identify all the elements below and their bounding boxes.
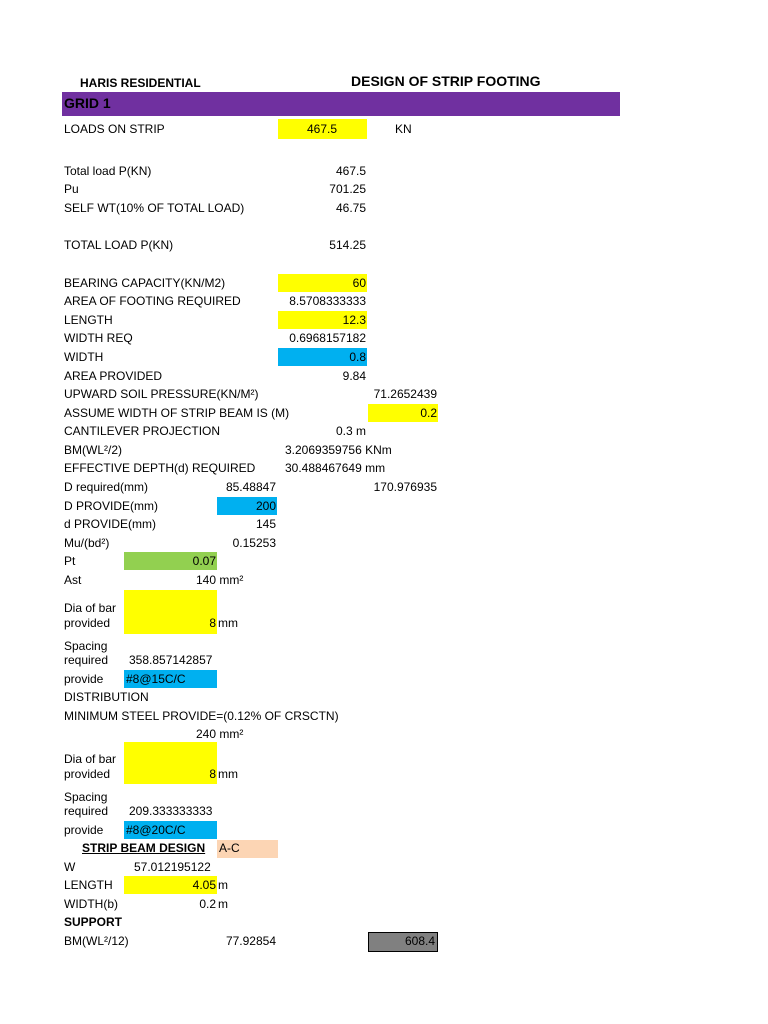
dist-provide-value: #8@20C/C [126,823,186,837]
dist-dia-label-1: Dia of bar [64,752,117,766]
grid-header-bar [62,92,620,116]
sb-width-unit: m [218,897,228,911]
sb-length-label: LENGTH [64,878,113,892]
ast-label: Ast [64,573,82,587]
main-provide-value: #8@15C/C [126,672,186,686]
bearing-value: 60 [352,276,366,290]
dist-provide-label: provide [64,823,104,837]
sb-bm-label: BM(WL²/12) [64,934,129,948]
main-dia-unit: mm [218,616,238,630]
self-wt-value: 46.75 [335,201,366,215]
bearing-label: BEARING CAPACITY(KN/M2) [64,276,226,290]
d-req-label: D required(mm) [64,480,149,494]
area-req-value: 8.5708333333 [289,294,366,308]
d-prov-label: D PROVIDE(mm) [64,499,158,513]
main-dia-label-1: Dia of bar [64,601,117,615]
eff-depth-value: 30.488467649 mm [285,461,386,475]
bm-value: 3.2069359756 KNm [285,443,392,457]
sb-w-label: W [64,860,76,874]
main-spacing-label-2: required [64,653,109,667]
main-spacing-label-1: Spacing [64,639,108,653]
d-req-value-2: 170.976935 [373,480,437,494]
main-spacing-value: 358.857142857 [129,653,213,667]
sb-bm2-value: 608.4 [404,934,435,948]
strip-beam-span: A-C [219,841,240,855]
dd-prov-value: 145 [255,517,276,531]
pt-label: Pt [64,554,76,568]
cantilever-label: CANTILEVER PROJECTION [64,424,221,438]
sb-length-value: 4.05 [192,878,216,892]
mu-value: 0.15253 [232,536,276,550]
width-value: 0.8 [349,350,366,364]
loads-unit: KN [395,122,412,136]
pu-label: Pu [64,182,79,196]
sb-width-value: 0.2 [199,897,216,911]
sb-w-value: 57.012195122 [134,860,211,874]
length-value: 12.3 [342,313,366,327]
area-prov-label: AREA PROVIDED [64,369,163,383]
project-name: HARIS RESIDENTIAL [80,76,201,90]
upward-value: 71.2652439 [373,387,437,401]
total-load2-label: TOTAL LOAD P(KN) [64,238,174,252]
support-label: SUPPORT [64,915,123,929]
d-req-value: 85.48847 [225,480,276,494]
total-load-value: 467.5 [335,164,366,178]
dist-dia-value: 8 [209,767,216,781]
ast-value: 140 mm² [196,573,244,587]
distribution-label: DISTRIBUTION [64,690,149,704]
self-wt-label: SELF WT(10% OF TOTAL LOAD) [64,201,245,215]
dist-dia-label-2: provided [64,767,111,781]
strip-beam-title: STRIP BEAM DESIGN [82,841,206,855]
main-provide-label: provide [64,672,104,686]
min-steel-value: 240 mm² [196,727,244,741]
width-req-value: 0.6968157182 [289,331,366,345]
dist-spacing-label-1: Spacing [64,790,108,804]
eff-depth-label: EFFECTIVE DEPTH(d) REQUIRED [64,461,256,475]
pu-value: 701.25 [329,182,366,196]
sb-width-label: WIDTH(b) [64,897,118,911]
main-dia-label-2: provided [64,616,111,630]
area-req-label: AREA OF FOOTING REQUIRED [64,294,241,308]
dist-dia-unit: mm [218,767,238,781]
main-dia-value: 8 [209,616,216,630]
dist-spacing-value: 209.333333333 [129,804,213,818]
dd-prov-label: d PROVIDE(mm) [64,517,157,531]
total-load-label: Total load P(KN) [64,164,152,178]
pt-value: 0.07 [192,554,216,568]
grid-label: GRID 1 [64,95,111,111]
width-req-label: WIDTH REQ [64,331,133,345]
d-prov-value: 200 [255,499,276,513]
upward-label: UPWARD SOIL PRESSURE(KN/M²) [64,387,259,401]
length-label: LENGTH [64,313,113,327]
assume-value: 0.2 [420,406,437,420]
sheet-title: DESIGN OF STRIP FOOTING [351,73,541,89]
width-label: WIDTH [64,350,104,364]
dist-spacing-label-2: required [64,804,109,818]
min-steel-label: MINIMUM STEEL PROVIDE=(0.12% OF CRSCTN) [64,709,339,723]
sb-bm-value: 77.92854 [225,934,276,948]
total-load2-value: 514.25 [329,238,366,252]
area-prov-value: 9.84 [342,369,366,383]
mu-label: Mu/(bd²) [64,536,110,550]
assume-label: ASSUME WIDTH OF STRIP BEAM IS (M) [64,406,290,420]
loads-label: LOADS ON STRIP [64,122,165,136]
loads-value: 467.5 [307,122,338,136]
sb-length-unit: m [218,878,228,892]
cantilever-value: 0.3 m [335,424,366,438]
bm-label: BM(WL²/2) [64,443,122,457]
